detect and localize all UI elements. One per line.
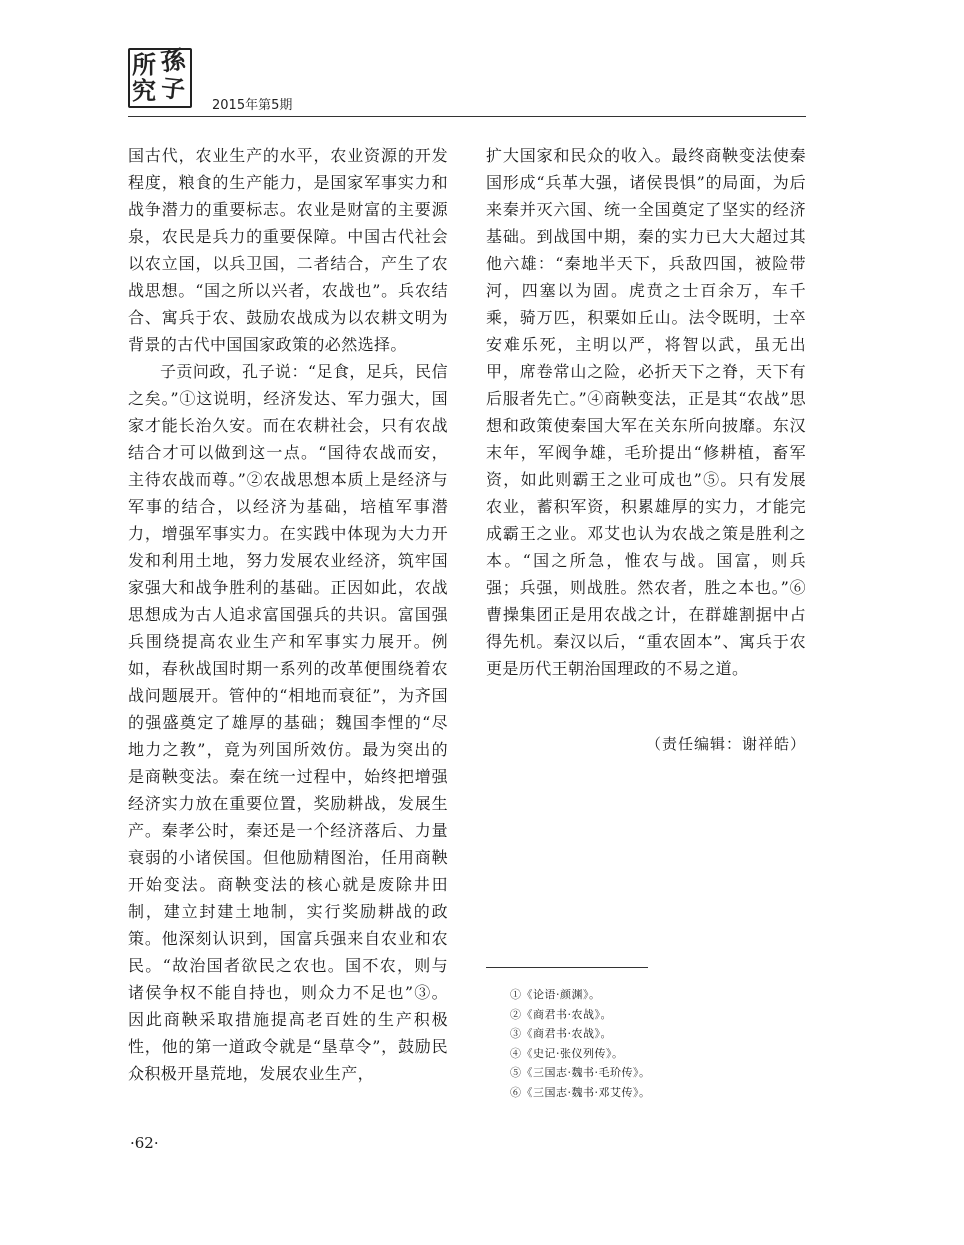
logo-char: 孫	[159, 44, 187, 77]
footnote: ③《商君书·农战》。	[510, 1027, 612, 1040]
footnote: ①《论语·颜渊》。	[510, 988, 601, 1001]
logo-char: 究	[132, 76, 156, 105]
paragraph: 扩大国家和民众的收入。最终商鞅变法使秦国形成“兵革大强，诸侯畏惧”的局面，为后来秦并灭六国、统一全国奠定了坚实的经济基础。到战国中期，秦的实力已大大超过其他六雄：“秦地半天下，兵敌四国，被险带河，四塞以为固。虎贲之士百余万，车千乘，骑万匹，积粟如丘山。法令既明，士卒安难乐死，主明以严，将智以武，虽无出甲，席卷常山之险，必折天下之脊，天下有后服者先亡。”④商鞅变法，正是其“农战”思想和政策使秦国大军在关东所向披靡。东汉末年，军阀争雄，毛玠提出“修耕植，畜军资，如此则霸王之业可成也”⑤。只有发展农业，蓄积军资，积累雄厚的实力，才能完成霸王之业。邓艾也认为农战之策是胜利之本。“国之所急，惟农与战。国富，则兵强；兵强，则战胜。然农者，胜之本也。”⑥曹操集团正是用农战之计，在群雄割据中占得先机。秦汉以后，“重农固本”、寓兵于农更是历代王朝治国理政的不易之道。	[486, 146, 806, 678]
header-rule	[128, 116, 806, 117]
logo-char: 所	[132, 50, 156, 79]
issue-label: 2015年第5期	[212, 98, 293, 113]
right-column	[486, 142, 806, 682]
footnote: ②《商君书·农战》。	[510, 1007, 612, 1021]
footnote-rule	[486, 967, 648, 968]
footnotes	[510, 985, 651, 1102]
left-column	[128, 142, 448, 1087]
logo-char: 子	[159, 72, 187, 105]
page-number: ·62·	[130, 1134, 159, 1152]
paragraph: 国古代，农业生产的水平，农业资源的开发程度，粮食的生产能力，是国家军事实力和战争潜力的重要标志。农业是财富的主要源泉，农民是兵力的重要保障。中国古代社会以农立国，以兵卫国，二者结合，产生了农战思想。“国之所以兴者，农战也”。兵农结合、寓兵于农、鼓励农战成为以农耕文明为背景的古代中国国家政策的必然选择。	[128, 146, 448, 354]
footnote: ⑥《三国志·魏书·邓艾传》。	[510, 1085, 651, 1099]
footnote: ⑤《三国志·魏书·毛玠传》。	[510, 1066, 651, 1079]
editor-note: （责任编辑：谢祥皓）	[645, 735, 806, 753]
paragraph: 子贡问政，孔子说：“足食，足兵，民信之矣。”①这说明，经济发达、军力强大，国家才能长治久安。而在农耕社会，只有农战结合才可以做到这一点。“国待农战而安，主待农战而尊。”②农战思想本质上是经济与军事的结合，以经济为基础，培植军事潜力，增强军事实力。在实践中体现为大力开发和利用土地，努力发展农业经济，筑牢国家强大和战争胜利的基础。正因如此，农战思想成为古人追求富国强兵的共识。富国强兵围绕提高农业生产和军事实力展开。例如，春秋战国时期一系列的改革便围绕着农战问题展开。管仲的“相地而衰征”，为齐国的强盛奠定了雄厚的基础；魏国李悝的“尽地力之教”，竟为列国所效仿。最为突出的是商鞅变法。秦在统一过程中，始终把增强经济实力放在重要位置，奖励耕战，发展生产。秦孝公时，秦还是一个经济落后、力量衰弱的小诸侯国。但他励精图治，任用商鞅开始变法。商鞅变法的核心就是废除井田制，建立封建土地制，实行奖励耕战的政策。他深刻认识到，国富兵强来自农业和农民。“故治国者欲民之农也。国不农，则与诸侯争权不能自持也，则众力不足也”③。因此商鞅采取措施提高老百姓的生产积极性，他的第一道政令就是“垦草令”，鼓励民众积极开垦荒地，发展农业生产，	[128, 362, 448, 1083]
footnote: ④《史记·张仪列传》。	[510, 1046, 624, 1060]
journal-logo	[128, 44, 192, 108]
